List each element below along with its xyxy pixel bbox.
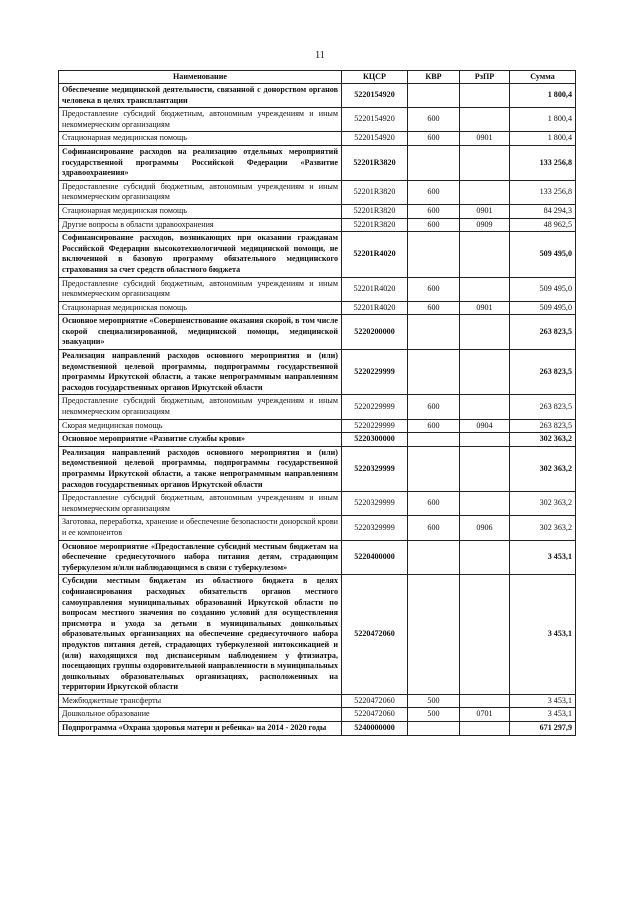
cell-kvr xyxy=(408,84,460,108)
cell-rzpr: 0901 xyxy=(460,132,510,146)
cell-sum: 302 363,2 xyxy=(510,492,576,516)
cell-rzpr: 0901 xyxy=(460,301,510,315)
cell-kcsr: 52201R3820 xyxy=(342,218,408,232)
table-row xyxy=(59,492,576,516)
cell-rzpr xyxy=(460,395,510,419)
cell-sum: 84 294,3 xyxy=(510,204,576,218)
cell-kcsr: 5220229999 xyxy=(342,350,408,395)
table-row xyxy=(59,232,576,277)
header-kvr: КВР xyxy=(408,71,460,84)
cell-rzpr: 0701 xyxy=(460,708,510,722)
table-row xyxy=(59,218,576,232)
cell-kvr: 600 xyxy=(408,395,460,419)
cell-rzpr: 0904 xyxy=(460,419,510,433)
cell-name: Субсидии местным бюджетам из областного бюджета в целях софинансирования расходных обязательств органов местного самоуправления муниципальных образований Иркутской области по вопросам местного значения по созданию условий для осуществления присмотра и ухода за детьми в муниципальных дошкольных образовательных организациях на обеспечение среднесуточного набора продуктов питания детей, страдающих туберкулезной интоксикацией и (или) находящихся под диспансерным наблюдением у фтизиатра, посещающих группы оздоровительной направленности в муниципальных дошкольных образовательных организациях, расположенных на территории Иркутской области xyxy=(59,575,342,695)
table-row xyxy=(59,694,576,708)
cell-sum: 302 363,2 xyxy=(510,433,576,447)
cell-kcsr: 5220154920 xyxy=(342,132,408,146)
cell-rzpr xyxy=(460,575,510,695)
cell-kcsr: 5220472060 xyxy=(342,694,408,708)
cell-kcsr: 5220200000 xyxy=(342,315,408,350)
cell-rzpr xyxy=(460,108,510,132)
cell-kvr: 600 xyxy=(408,218,460,232)
cell-name: Стационарная медицинская помощь xyxy=(59,301,342,315)
cell-kcsr: 5220329999 xyxy=(342,516,408,540)
cell-kcsr: 52201R4020 xyxy=(342,301,408,315)
budget-table xyxy=(58,70,576,736)
cell-kcsr: 52201R3820 xyxy=(342,180,408,204)
cell-rzpr xyxy=(460,694,510,708)
cell-name: Заготовка, переработка, хранение и обеспечение безопасности донорской крови и ее компонентов xyxy=(59,516,342,540)
cell-kcsr: 52201R4020 xyxy=(342,277,408,301)
cell-kvr xyxy=(408,722,460,736)
cell-name: Обеспечение медицинской деятельности, связанной с донорством органов человека в целях трансплантации xyxy=(59,84,342,108)
cell-rzpr xyxy=(460,492,510,516)
header-sum: Сумма xyxy=(510,71,576,84)
table-row xyxy=(59,708,576,722)
cell-name: Основное мероприятие «Совершенствование оказания скорой, в том числе скорой специализированной, медицинской помощи, медицинской эвакуации» xyxy=(59,315,342,350)
cell-rzpr xyxy=(460,540,510,575)
cell-kvr: 600 xyxy=(408,204,460,218)
cell-sum: 263 823,5 xyxy=(510,419,576,433)
cell-sum: 671 297,9 xyxy=(510,722,576,736)
cell-name: Предоставление субсидий бюджетным, автономным учреждениям и иным некоммерческим организациям xyxy=(59,395,342,419)
cell-kcsr: 5220154920 xyxy=(342,108,408,132)
cell-kvr: 600 xyxy=(408,277,460,301)
cell-kvr xyxy=(408,315,460,350)
cell-kvr: 600 xyxy=(408,419,460,433)
cell-name: Предоставление субсидий бюджетным, автономным учреждениям и иным некоммерческим организациям xyxy=(59,180,342,204)
cell-rzpr xyxy=(460,145,510,180)
cell-name: Предоставление субсидий бюджетным, автономным учреждениям и иным некоммерческим организациям xyxy=(59,492,342,516)
header-rzpr: РзПР xyxy=(460,71,510,84)
cell-rzpr xyxy=(460,277,510,301)
cell-kvr xyxy=(408,446,460,491)
cell-rzpr xyxy=(460,232,510,277)
cell-sum: 1 800,4 xyxy=(510,132,576,146)
cell-sum: 302 363,2 xyxy=(510,446,576,491)
header-kcsr: КЦСР xyxy=(342,71,408,84)
cell-name: Реализация направлений расходов основного мероприятия и (или) ведомственной целевой программы, подпрограммы государственной программы Иркутской области, а также непрограммным направлениям расходов государственных органов Иркутской области xyxy=(59,446,342,491)
cell-sum: 302 363,2 xyxy=(510,516,576,540)
cell-kvr: 600 xyxy=(408,492,460,516)
cell-sum: 48 962,5 xyxy=(510,218,576,232)
cell-kvr: 600 xyxy=(408,516,460,540)
cell-kvr: 600 xyxy=(408,180,460,204)
table-row xyxy=(59,575,576,695)
cell-name: Основное мероприятие «Развитие службы крови» xyxy=(59,433,342,447)
table-row xyxy=(59,277,576,301)
cell-name: Реализация направлений расходов основного мероприятия и (или) ведомственной целевой программы, подпрограммы государственной программы Иркутской области, а также непрограммным направлениям расходов государственных органов Иркутской области xyxy=(59,350,342,395)
cell-kvr xyxy=(408,232,460,277)
cell-kcsr: 52201R4020 xyxy=(342,232,408,277)
cell-sum: 263 823,5 xyxy=(510,315,576,350)
cell-sum: 3 453,1 xyxy=(510,575,576,695)
cell-kcsr: 52201R3820 xyxy=(342,145,408,180)
table-row xyxy=(59,145,576,180)
cell-sum: 3 453,1 xyxy=(510,540,576,575)
cell-kvr: 600 xyxy=(408,301,460,315)
page-number: 11 xyxy=(315,50,325,61)
cell-sum: 509 495,0 xyxy=(510,301,576,315)
cell-name: Подпрограмма «Охрана здоровья матери и ребенка» на 2014 - 2020 годы xyxy=(59,722,342,736)
cell-kvr: 500 xyxy=(408,708,460,722)
cell-sum: 509 495,0 xyxy=(510,277,576,301)
cell-kcsr: 5220229999 xyxy=(342,395,408,419)
cell-kcsr: 5240000000 xyxy=(342,722,408,736)
cell-kcsr: 5220300000 xyxy=(342,433,408,447)
cell-name: Основное мероприятие «Предоставление субсидий местным бюджетам на обеспечение среднесуточного набора питания детям, страдающим туберкулезом и/или наблюдающимся в связи с туберкулезом» xyxy=(59,540,342,575)
table-row xyxy=(59,84,576,108)
table-row xyxy=(59,516,576,540)
cell-sum: 3 453,1 xyxy=(510,694,576,708)
cell-rzpr xyxy=(460,433,510,447)
cell-sum: 509 495,0 xyxy=(510,232,576,277)
cell-kvr xyxy=(408,145,460,180)
cell-kvr: 600 xyxy=(408,108,460,132)
header-name: Наименование xyxy=(59,71,342,84)
cell-kcsr: 5220329999 xyxy=(342,492,408,516)
cell-rzpr xyxy=(460,180,510,204)
cell-kcsr: 5220400000 xyxy=(342,540,408,575)
cell-name: Софинансирование расходов, возникающих при оказании гражданам Российской Федерации высокотехнологичной медицинской помощи, не включенной в базовую программу обязательного медицинского страхования за счет средств областного бюджета xyxy=(59,232,342,277)
table-row xyxy=(59,722,576,736)
cell-name: Скорая медицинская помощь xyxy=(59,419,342,433)
table-row xyxy=(59,108,576,132)
cell-name: Предоставление субсидий бюджетным, автономным учреждениям и иным некоммерческим организациям xyxy=(59,277,342,301)
table-row xyxy=(59,433,576,447)
cell-name: Стационарная медицинская помощь xyxy=(59,132,342,146)
cell-sum: 1 800,4 xyxy=(510,84,576,108)
table-row xyxy=(59,301,576,315)
cell-name: Межбюджетные трансферты xyxy=(59,694,342,708)
table-row xyxy=(59,446,576,491)
cell-name: Стационарная медицинская помощь xyxy=(59,204,342,218)
table-row xyxy=(59,180,576,204)
cell-kcsr: 5220229999 xyxy=(342,419,408,433)
cell-rzpr xyxy=(460,315,510,350)
cell-kvr xyxy=(408,350,460,395)
cell-rzpr xyxy=(460,350,510,395)
cell-sum: 3 453,1 xyxy=(510,708,576,722)
cell-kvr: 600 xyxy=(408,132,460,146)
cell-rzpr xyxy=(460,84,510,108)
cell-kvr: 500 xyxy=(408,694,460,708)
table-header-row xyxy=(59,71,576,84)
table-row xyxy=(59,315,576,350)
table-row xyxy=(59,204,576,218)
table-row xyxy=(59,350,576,395)
cell-kvr xyxy=(408,540,460,575)
cell-name: Другие вопросы в области здравоохранения xyxy=(59,218,342,232)
cell-rzpr xyxy=(460,446,510,491)
table-row xyxy=(59,540,576,575)
table-row xyxy=(59,395,576,419)
cell-kcsr: 5220329999 xyxy=(342,446,408,491)
cell-kcsr: 5220472060 xyxy=(342,575,408,695)
cell-sum: 1 800,4 xyxy=(510,108,576,132)
cell-rzpr: 0909 xyxy=(460,218,510,232)
cell-name: Дошкольное образование xyxy=(59,708,342,722)
cell-sum: 133 256,8 xyxy=(510,180,576,204)
table-body xyxy=(59,84,576,736)
cell-kcsr: 52201R3820 xyxy=(342,204,408,218)
cell-rzpr: 0906 xyxy=(460,516,510,540)
cell-kcsr: 5220472060 xyxy=(342,708,408,722)
cell-rzpr xyxy=(460,722,510,736)
table-row xyxy=(59,419,576,433)
cell-kvr xyxy=(408,575,460,695)
cell-kcsr: 5220154920 xyxy=(342,84,408,108)
cell-name: Предоставление субсидий бюджетным, автономным учреждениям и иным некоммерческим организациям xyxy=(59,108,342,132)
cell-kvr xyxy=(408,433,460,447)
cell-sum: 263 823,5 xyxy=(510,350,576,395)
cell-sum: 133 256,8 xyxy=(510,145,576,180)
cell-rzpr: 0901 xyxy=(460,204,510,218)
cell-name: Софинансирование расходов на реализацию отдельных мероприятий государственной программы Российской Федерации «Развитие здравоохранения» xyxy=(59,145,342,180)
cell-sum: 263 823,5 xyxy=(510,395,576,419)
table-row xyxy=(59,132,576,146)
